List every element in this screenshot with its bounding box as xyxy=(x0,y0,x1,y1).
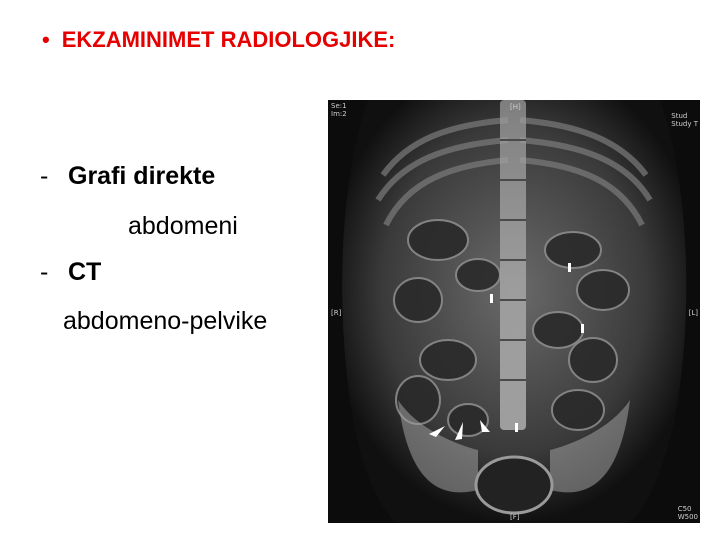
overlay-bottom-center: [F] xyxy=(510,513,520,521)
overlay-series: Se:1 xyxy=(331,102,347,110)
slide-title xyxy=(42,27,395,53)
list-item xyxy=(40,258,101,287)
marker xyxy=(515,423,518,432)
overlay-window: W500 xyxy=(677,513,698,521)
marker xyxy=(568,263,571,272)
overlay-center: C50 xyxy=(677,505,692,513)
list-item-text: abdomeni xyxy=(128,212,238,240)
overlay-study-type: Study T xyxy=(671,120,698,128)
title-text: EKZAMINIMET RADIOLOGJIKE: xyxy=(61,27,396,52)
marker xyxy=(490,294,493,303)
overlay-right-mid: [L] xyxy=(688,309,698,317)
overlay-left-mid: [R] xyxy=(331,309,342,317)
xray-image xyxy=(328,100,700,523)
overlay-top-left xyxy=(331,102,347,118)
list-item xyxy=(63,307,267,336)
list-item xyxy=(40,162,215,191)
list-item-text: Grafi direkte xyxy=(68,162,216,190)
list-item-text: CT xyxy=(68,258,102,286)
xray-drawing xyxy=(328,100,700,523)
list-item-text: abdomeno-pelvike xyxy=(63,307,268,335)
title-bullet: • xyxy=(42,27,50,52)
overlay-top-center: [H] xyxy=(510,103,521,111)
overlay-top-right xyxy=(671,112,698,128)
overlay-image: Im:2 xyxy=(331,110,347,118)
list-dash: - xyxy=(40,162,49,190)
list-dash: - xyxy=(40,258,49,286)
overlay-bottom-right xyxy=(678,505,698,521)
overlay-study: Stud xyxy=(671,112,688,120)
list-item xyxy=(128,212,238,241)
marker xyxy=(581,324,584,333)
